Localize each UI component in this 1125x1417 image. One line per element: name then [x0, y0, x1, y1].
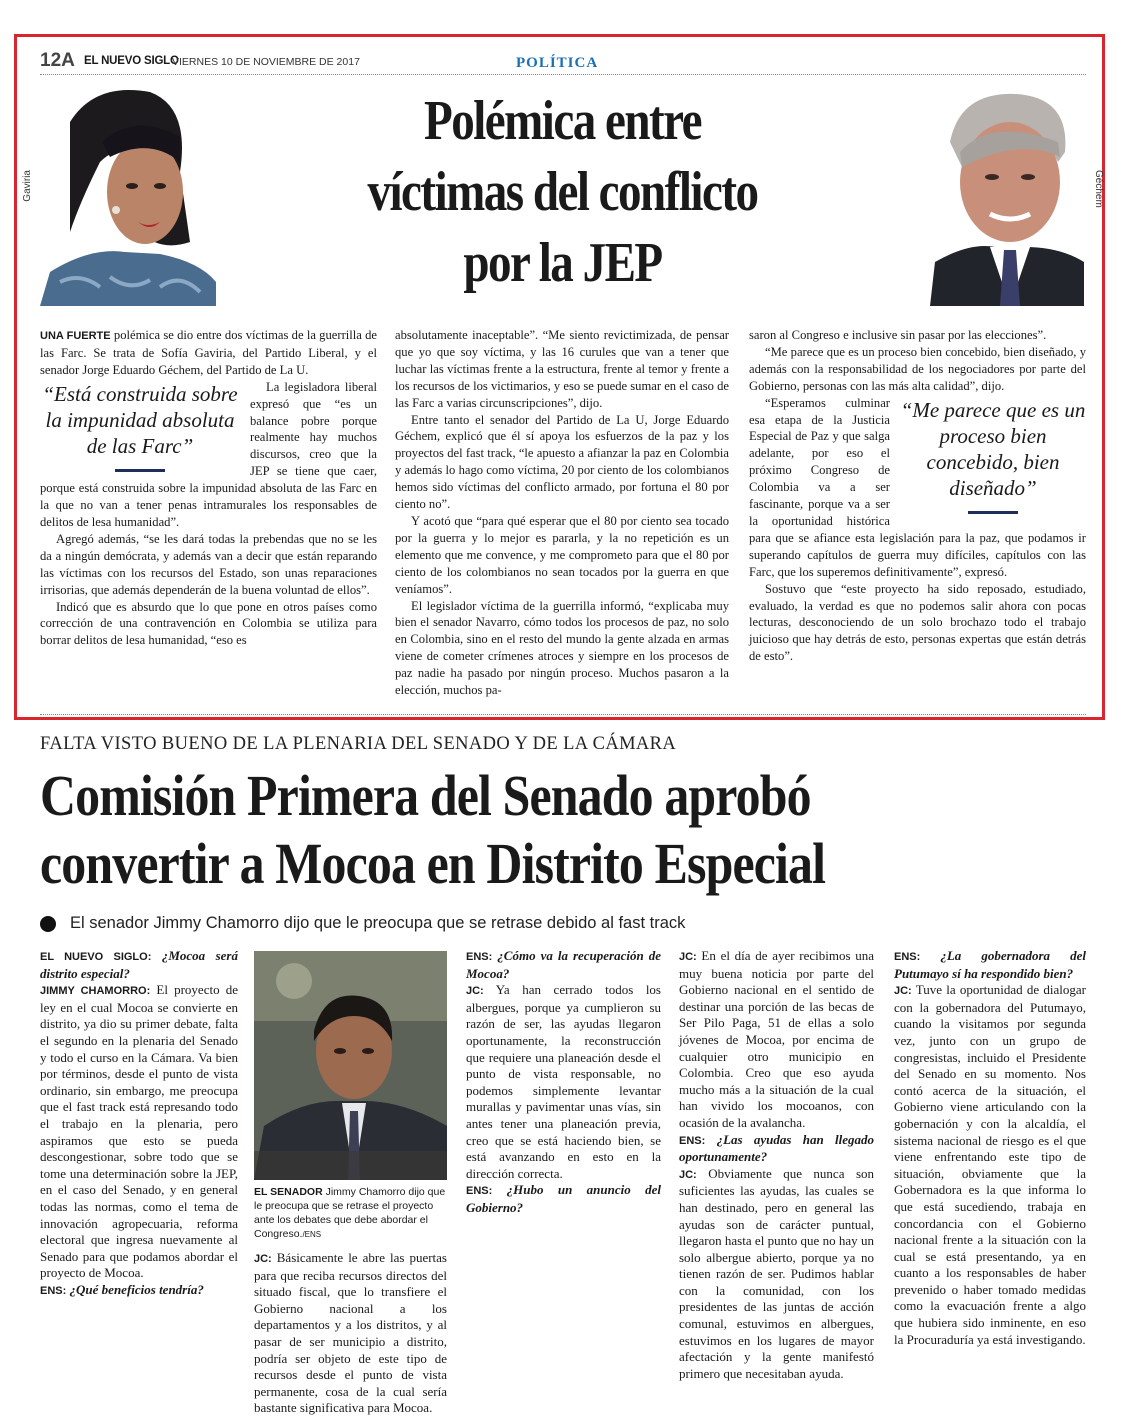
paragraph-text: polémica se dio entre dos víctimas de la guerrilla de las Farc. Se trata de Sofía Gaviria, del Partido Liberal, y el senador Jorge Eduardo Géchem, del Partido de La U.	[40, 328, 378, 377]
article2-kicker: FALTA VISTO BUENO DE LA PLENARIA DEL SENADO Y DE LA CÁMARA	[40, 734, 677, 754]
section-label: POLÍTICA	[516, 55, 599, 71]
question-text: ¿Hubo un anuncio del Gobierno?	[466, 1182, 661, 1215]
article1-column-2	[395, 327, 729, 699]
speaker-label: JC:	[466, 985, 484, 998]
speaker-label: ENS:	[40, 1284, 67, 1297]
question-text: ¿Las ayudas han llegado oportunamente?	[679, 1131, 874, 1165]
photo-credit-gechem: Géchem	[1093, 170, 1104, 208]
pullquote-rule	[115, 469, 165, 472]
question-text: ¿Cómo va la recuperación de Mocoa?	[466, 948, 661, 981]
article1-column-3	[749, 327, 1086, 665]
article2-subhead: El senador Jimmy Chamorro dijo que le preocupa que se retrase debido al fast track	[70, 914, 686, 932]
answer	[679, 1166, 874, 1383]
interview-column-5	[894, 948, 1086, 1348]
photo-gaviria	[40, 82, 216, 306]
headline-line: Comisión Primera del Senado aprobó	[40, 763, 811, 828]
lead-caps: UNA FUERTE	[40, 330, 111, 342]
photo-caption	[254, 1185, 447, 1242]
paragraph: Entre tanto el senador del Partido de La U, Jorge Eduardo Géchem, explicó que él sí apoya los esfuerzos de la paz y los proyectos del fast track, “le apuesto a afianzar la paz en Colombia y además lo hago como víctima, 20 por ciento de los colombianos hemos sido víctimas del conflicto armado, por fortuna el 80 por ciento no”.	[395, 412, 729, 512]
article-headline: Polémica entre víctimas del conflicto por la JEP	[367, 90, 758, 294]
speaker-label: JC:	[254, 1253, 272, 1265]
speaker-label: JIMMY CHAMORRO:	[40, 985, 151, 998]
speaker-label: ENS:	[679, 1134, 706, 1147]
speaker-label: ENS:	[466, 951, 493, 963]
question	[40, 1282, 238, 1300]
publication-name: EL NUEVO SIGLO	[84, 55, 179, 67]
paragraph: absolutamente inaceptable”. “Me siento revictimizada, de pensar que yo que soy víctima, y las 16 curules que van a tener que luchar las víctimas frente a la estructura, frente al temor y frente a los recursos de los victimarios, y eso se puede sumar en el caso de las Farc a varias circunscripciones”, dijo.	[395, 328, 729, 410]
article1-column-1	[40, 327, 377, 649]
answer-text: Básicamente le abre las puertas para que reciba recursos directos del situado fiscal, que lo transfiere el Gobierno nacional a los departamentos y a los distritos, y al pasar de ser municipio a distrito, podría ser objeto de este tipo de recursos desde el punto de vista permanente, cosa de la cual sería bastante significativa para Mocoa.	[254, 1250, 447, 1416]
page-number: 12A	[40, 50, 75, 71]
pullquote-rule	[968, 511, 1018, 514]
interview-column-4	[679, 948, 874, 1382]
answer-text: Ya han cerrado todos los albergues, porque ya cumplieron su razón de ser, las ayudas llegaron oportunamente, la reconstrucción que requiere una planeación desde el punto de vista responsable, no podemos simplemente levantar murallas y pavimentar unas vías, sin antes tener una planeación previa, creo que se está haciendo bien, se está avanzando en esto en la dirección correcta.	[466, 982, 661, 1181]
answer-text: Tuve la oportunidad de dialogar con la gobernadora del Putumayo, cuando la visitamos por segunda vez, junto con un grupo de congresistas, incluido el Presidente del Senado en su momento. Nos contó acerca de la situación, el Gobierno viene articulando con la gobernación y con la alcaldía, el sistema nacional de riesgo es el que viene enfrentando este tipo de situación, obviamente que la Gobernadora es la que informa lo que está sucediendo, trabaja en concordancia con el Gobierno nacional frente a la situación con la cual se está presentando, ya en cuanto a los responsables de haber prevenido o haber tomado medidas como la evacuación frente a algo que hubiera sido inminente, en eso la Procuraduría ya está investigando.	[894, 982, 1086, 1347]
caption-text: Jimmy Chamorro dijo que le preocupa que se retrase el proyecto ante los debates que debe abordar el Congreso.	[254, 1186, 446, 1240]
answer	[894, 982, 1086, 1348]
answer	[679, 948, 874, 1132]
answer-text: Obviamente que nunca son suficientes las ayudas, las cuales se han destinado, pero en general las ayudas son de carácter puntual, llegaron hasta el punto que no hay un solo albergue abierto, porque ya no tienen razón de ser. Pudimos hablar con la comunidad, con los presidentes de las juntas de acción comunal, estuvimos en albergues, estuvimos en los lugares de mayor afectación y la gente manifestó primero que necesitaban ayuda.	[679, 1165, 874, 1381]
paragraph: El legislador víctima de la guerrilla informó, “explicaba muy bien el senador Navarro, cómo todos los procesos de paz, no solo en Colombia, sino en el resto del mundo la gente alzada en armas viene de cometer crímenes atroces y siempre en los procesos de paz nadie ha pasado por ningún proceso. Muchos pasaron a la elección, muchos pa-	[395, 598, 729, 698]
question-text: ¿Qué beneficios tendría?	[66, 1281, 204, 1297]
pullquote-text: “Está construida sobre la impunidad absoluta de las Farc”	[42, 381, 238, 458]
answer	[254, 1250, 447, 1417]
paragraph: Y acotó que “para qué esperar que el 80 por ciento sea tocado por la guerra y lo mejor es pararla, y la no repetición es un elemento que me convence, y me comprometo para que el 80 por ciento de los colombianos no sean tocados por la guerra en que veníamos”.	[395, 513, 729, 596]
photo-chamorro	[254, 951, 447, 1180]
header-rule	[40, 74, 1086, 75]
interview-column-2	[254, 1250, 447, 1417]
paragraph: saron al Congreso e inclusive sin pasar por las elecciones”.	[749, 328, 1047, 342]
section-divider	[40, 714, 1086, 715]
answer	[40, 982, 238, 1282]
lead-paragraph	[40, 327, 377, 379]
question	[40, 948, 238, 982]
question	[466, 1182, 661, 1216]
question	[679, 1132, 874, 1166]
question	[894, 948, 1086, 982]
answer-text: En el día de ayer recibimos una muy buena noticia por parte del Gobierno nacional en el sentido de destinar una porción de las becas de Ser Pilo Paga, 51 de ellas a solo jóvenes de Mocoa, por encima de cualquier otro municipio en Colombia. Creo que eso ayuda mucho más a la situación de la cual han vivido los mocoanos, con ocasión de la avalancha.	[679, 948, 874, 1130]
interview-column-3	[466, 948, 661, 1217]
question	[466, 948, 661, 982]
issue-date: VIERNES 10 DE NOVIEMBRE DE 2017	[172, 56, 360, 68]
answer-text: El proyecto de ley en el cual Mocoa se convierte en distrito, ya dio su primer debate, falta el segundo en la plenaria del Senado y todo el curso en la Cámara. Va bien por términos, desde el punto de vista ordinario, sin embargo, me preocupa que el fast track está represando todo el trabajo en la plenaria, pero aspiramos que esto se pueda descongestionar, sobre todo que se tome una determinación sobre la JEP, en el caso del Senado, y en general todas las normas, como el tema de innovación agropecuaria, reforma electoral que ingresa nuevamente al Senado para que podamos abordar el proyecto de Mocoa.	[40, 982, 238, 1281]
paragraph: “Me parece que es un proceso bien concebido, bien diseñado, y además con la responsabilidad de los negociadores por parte del Gobierno, personas con las más alta calidad”, dijo.	[749, 344, 1086, 393]
bullet-icon	[40, 916, 56, 932]
speaker-label: ENS:	[894, 951, 921, 963]
paragraph: Indicó que es absurdo que lo que pone en otros países como corrección de una contravención en Colombia se utiliza para borrar delitos de lesa humanidad, “eso es	[40, 599, 377, 648]
paragraph: Sostuvo que “este proyecto ha sido reposado, estudiado, evaluado, la verdad es que no podemos salir ahora con pocas lecturas, desconociendo de un solo brochazo todo el trabajo juicioso que hay detrás de esto, personas expertas que están detrás de esto”.	[749, 581, 1086, 664]
speaker-label: JC:	[894, 985, 912, 998]
pullquote-right	[900, 397, 1086, 514]
pullquote-left	[40, 381, 240, 472]
question-text: ¿La gobernadora del Putumayo sí ha respondido bien?	[894, 948, 1086, 981]
interview-column-1	[40, 948, 238, 1299]
paragraph: Agregó además, “se les dará todas la prebendas que no se les da a ningún demócrata, y además van a decir que están reparando las víctimas con los recursos del Estado, son unas reparaciones irrisorias, que además dependerán de la buena voluntad de ellos”.	[40, 531, 377, 597]
speaker-label: JC:	[679, 1168, 697, 1181]
caption-lead: EL SENADOR	[254, 1186, 323, 1198]
headline-line: convertir a Mocoa en Distrito Especial	[40, 831, 826, 896]
pullquote-text: “Me parece que es un proceso bien concebido, bien diseñado”	[900, 397, 1086, 500]
answer	[466, 982, 661, 1182]
paragraph: “Esperamos culminar esa etapa de la Justicia Especial de Paz y que salga adelante, por eso el próximo Congreso de Colombia va a ser fascinante, porque va a ser la oportunidad histórica para que se afiance esta legislación para la paz, que podamos ir superando capítulos de guerra muy difíciles, capítulos con las Farc, que los superemos definitivamente”, expresó.	[749, 395, 1086, 579]
speaker-label: ENS:	[466, 1185, 493, 1198]
photo-credit-gaviria: Gaviria	[22, 170, 33, 202]
speaker-label: EL NUEVO SIGLO:	[40, 951, 152, 963]
article2-headline	[40, 762, 1012, 898]
speaker-label: JC:	[679, 951, 697, 963]
photo-gechem	[930, 82, 1084, 306]
question-text: ¿Mocoa será distrito especial?	[40, 948, 238, 981]
caption-credit: /ENS	[302, 1230, 322, 1239]
paragraph: La legisladora liberal expresó que “es un balance pobre porque realmente hay muchos discursos, creo que la JEP se tiene que caer, porque está construida sobre la impunidad absoluta de las Farc en la que no van a tener penas intramurales los responsables de delitos de lesa humanidad”.	[40, 379, 377, 529]
